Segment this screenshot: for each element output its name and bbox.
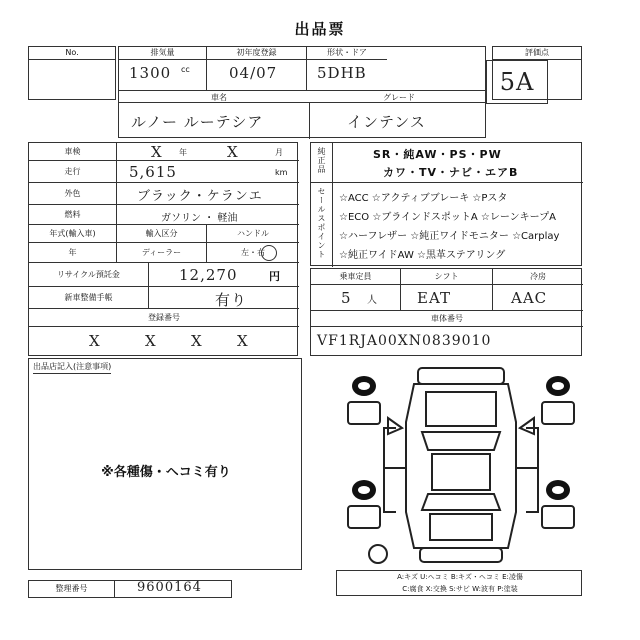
sales-point-item: ☆純正ワイドAW ☆黒革ステアリング [339,250,506,261]
windshield [422,432,500,450]
registration-label: 登録番号 [148,313,180,322]
engine-label: 排気量 [119,47,206,60]
mileage-label: 走行 [29,161,117,183]
sales-point-item: ☆ACC ☆アクティブブレーキ ☆Pスタ [339,193,508,204]
newcar-value: 有り [215,291,248,309]
vin-label: 車体番号 [431,314,463,323]
mileage-value: 5,615 [129,163,177,181]
recycle-value: 12,270 [179,266,238,284]
car-body [406,384,516,548]
shift-label: シフト [401,269,493,285]
sales-point-label: セールスポイント [317,187,326,259]
capacity-unit: 人 [367,295,377,306]
first-registration-value: 04/07 [229,64,278,82]
standard-equipment-label: 純正品 [317,147,326,174]
ac-label: 冷房 [530,272,546,281]
fuel-value: ガソリン ・ 軽油 [161,213,238,224]
front-bumper [418,368,504,384]
registration-value: X [89,332,101,350]
registration-value: X [191,332,203,350]
shift-value: EAT [417,289,451,307]
inspection-label: 車検 [29,143,117,161]
mileage-unit: km [275,168,288,177]
reception-number-label: 整理番号 [29,581,115,597]
ac-value: AAC [511,289,548,307]
recycle-unit: 円 [269,270,280,283]
hood [426,392,496,426]
reception-number-box [28,580,232,598]
evaluation-value-box [486,60,548,104]
handle-value: 左・右 [241,248,265,257]
color-label: 外色 [29,183,117,205]
evaluation-label: 評価点 [493,47,581,60]
registration-value: X [237,332,249,350]
sales-point-item: ☆ECO ☆ブラインドスポットA ☆レーンキープA [339,212,557,223]
engine-value: 1300 [129,64,172,82]
inspection-month-unit: 月 [275,148,283,157]
registration-value: X [145,332,157,350]
maker-value: ルノー ルーテシア [131,113,264,131]
capacity-value: 5 [341,289,352,307]
notes-box [28,358,302,570]
color-value: ブラック・ケランエ [137,189,263,204]
page-title: 出品票 [294,20,346,38]
notes-label: 出品店記入(注意事項) [33,361,111,374]
grade-label: グレード [383,93,415,102]
inspection-year-unit: 年 [179,148,187,157]
grade-value: インテンス [347,113,426,131]
damage-legend [336,570,582,596]
roof [432,454,490,490]
fuel-label: 燃料 [29,205,117,225]
lot-number-box [28,46,116,100]
year-label: 年式(輸入車) [29,225,117,243]
inspection-value-2: X [227,143,239,161]
header-grid [118,46,486,138]
right-rear-fender [542,506,574,528]
year-unit: 年 [29,243,117,263]
right-front-fender [542,402,574,424]
equipment-table [310,142,582,266]
sales-point-item: ☆ハーフレザー ☆純正ワイドモニター ☆Carplay [339,231,560,242]
legend-line-2: C:腐食 X:交換 S:サビ W:波有 P:塗装 [402,585,518,593]
maker-label: 車名 [211,93,227,102]
left-doors [384,428,396,512]
standard-equipment-line-1: SR・純AW・PS・PW [373,148,502,161]
spec-table [28,142,298,356]
engine-unit: cc [181,65,190,74]
recycle-label: リサイクル預託金 [29,263,149,287]
legend-line-1: A:キズ U:ヘコミ B:キズ・ヘコミ E:凌傷 [397,573,523,581]
import-value: ディーラー [117,243,207,263]
body-type-label: 形状・ドア [307,47,387,60]
vin-value: VF1RJA00XN0839010 [317,333,492,349]
car-damage-diagram [340,362,580,568]
newcar-label: 新車整備手帳 [29,287,149,309]
left-rear-fender [348,506,380,528]
left-front-fender [348,402,380,424]
body-type-value: 5DHB [317,64,367,82]
handle-label: ハンドル [237,229,269,238]
spare-wheel [369,545,387,563]
rear-bumper [420,548,502,562]
right-doors [526,428,538,512]
trunk [430,514,492,540]
standard-equipment-line-2: カワ・TV・ナビ・エアB [383,166,519,179]
first-registration-label: 初年度登録 [207,47,306,60]
import-label: 輸入区分 [117,225,207,243]
inspection-value-1: X [151,143,163,161]
lot-number-label: No. [29,47,115,60]
left-mirror [388,418,402,434]
notes-text: ※各種傷・ヘコミ有り [101,465,231,480]
right-mirror [520,418,534,434]
reception-number-value: 9600164 [137,580,202,595]
evaluation-value: 5A [499,68,535,96]
rear-window [422,494,500,510]
capacity-label: 乗車定員 [311,269,401,285]
drive-table [310,268,582,356]
handle-right-circle [261,245,277,261]
